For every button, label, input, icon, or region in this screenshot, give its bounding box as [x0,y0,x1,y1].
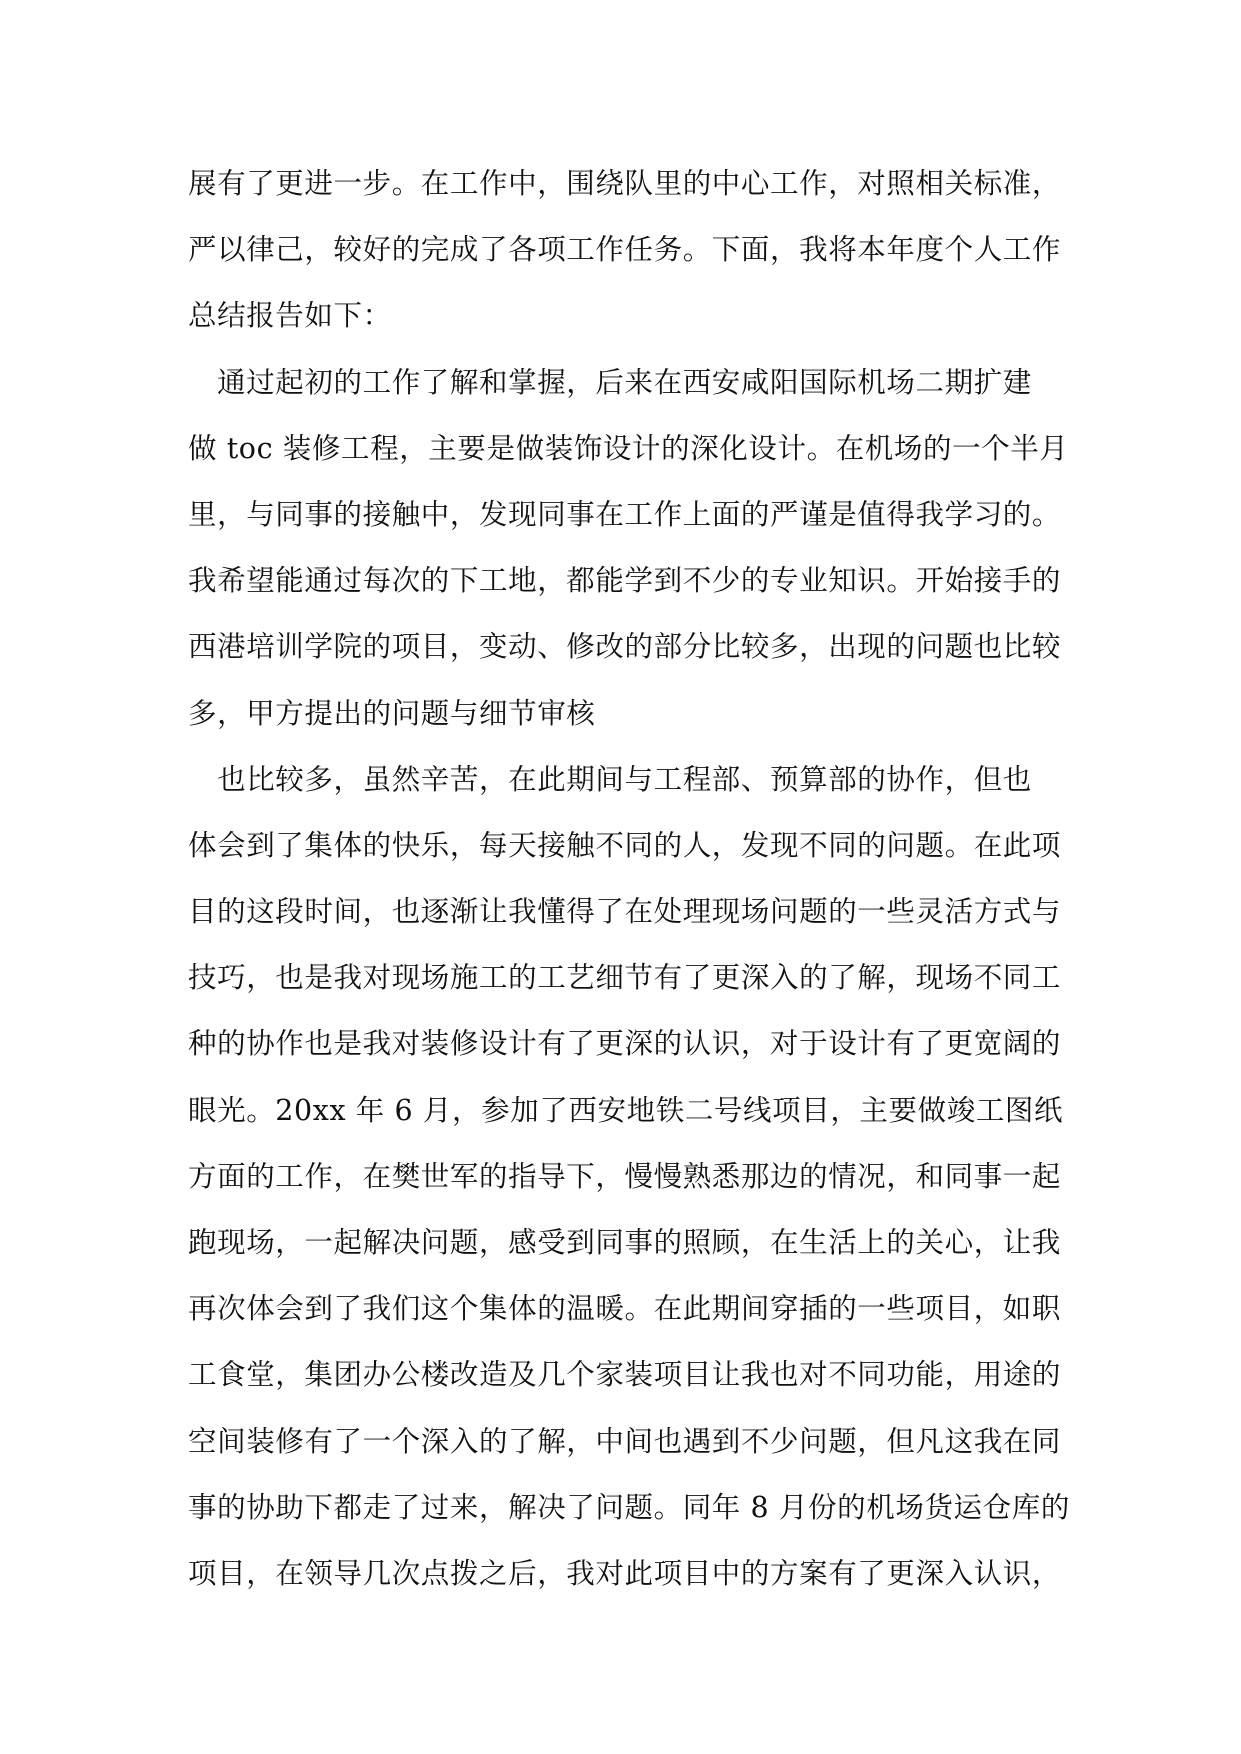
text-line: 再次体会到了我们这个集体的温暖。在此期间穿插的一些项目，如职 [188,1292,1062,1326]
text-line: 我希望能通过每次的下工地，都能学到不少的专业知识。开始接手的 [188,564,1062,598]
text-line: 空间装修有了一个深入的了解，中间也遇到不少问题，但凡这我在同 [188,1424,1062,1458]
text-line: 方面的工作，在樊世军的指导下，慢慢熟悉那边的情况，和同事一起 [188,1159,1062,1193]
text-line: 严以律己，较好的完成了各项工作任务。下面，我将本年度个人工作 [188,233,1062,267]
text-line: 也比较多，虽然辛苦，在此期间与工程部、预算部的协作，但也 [188,762,1032,796]
text-line: 总结报告如下： [188,299,392,333]
text-line: 工食堂，集团办公楼改造及几个家装项目让我也对不同功能，用途的 [188,1358,1062,1392]
text-line: 里，与同事的接触中，发现同事在工作上面的严谨是值得我学习的。 [188,497,1062,531]
text-line: 眼光。20xx 年 6 月，参加了西安地铁二号线项目，主要做竣工图纸 [188,1093,1064,1127]
body-text [188,151,1070,1607]
text-line: 目的这段时间，也逐渐让我懂得了在处理现场问题的一些灵活方式与 [188,895,1062,929]
text-line: 展有了更进一步。在工作中，围绕队里的中心工作，对照相关标准， [188,167,1062,200]
text-line: 西港培训学院的项目，变动、修改的部分比较多，出现的问题也比较 [188,630,1062,664]
text-line: 事的协助下都走了过来，解决了问题。同年 8 月份的机场货运仓库的 [188,1490,1070,1524]
text-line: 体会到了集体的快乐，每天接触不同的人，发现不同的问题。在此项 [188,828,1062,862]
text-line: 项目，在领导几次点拨之后，我对此项目中的方案有了更深入认识， [188,1556,1062,1590]
text-line: 做 toc 装修工程，主要是做装饰设计的深化设计。在机场的一个半月 [188,431,1069,465]
text-line: 通过起初的工作了解和掌握，后来在西安咸阳国际机场二期扩建 [188,365,1032,399]
text-line: 种的协作也是我对装修设计有了更深的认识，对于设计有了更宽阔的 [188,1027,1062,1061]
text-line: 多，甲方提出的问题与细节审核 [188,696,596,730]
text-line: 技巧，也是我对现场施工的工艺细节有了更深入的了解，现场不同工 [188,961,1062,995]
text-line: 跑现场，一起解决问题，感受到同事的照顾，在生活上的关心，让我 [188,1226,1062,1259]
